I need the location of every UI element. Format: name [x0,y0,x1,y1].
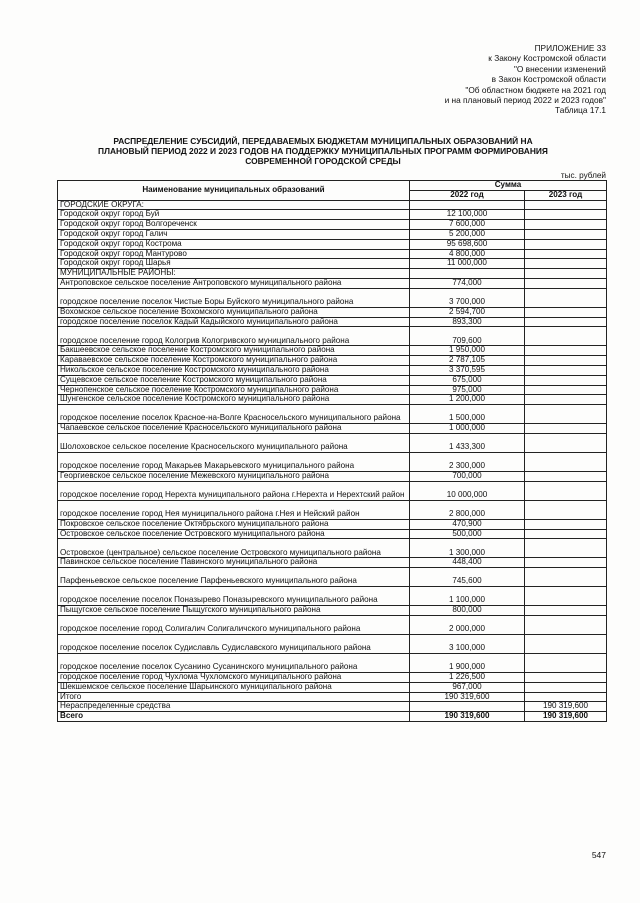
cell-2023 [525,278,607,288]
table-row [58,356,607,366]
table-row [58,519,607,529]
cell-name: Вохомское сельское поселение Вохомского муниципального района [58,307,410,317]
cell-2023 [525,365,607,375]
cell-2022: 709,600 [410,327,525,346]
cell-2023 [525,433,607,452]
table-row [58,269,607,279]
cell-2022: 1 300,000 [410,539,525,558]
table-row [58,278,607,288]
cell-name: ГОРОДСКИЕ ОКРУГА: [58,200,410,210]
table-row [58,634,607,653]
column-header-sum: Сумма [410,181,607,191]
table-row [58,568,607,587]
cell-2023 [525,558,607,568]
header-line: Таблица 17.1 [555,105,606,116]
header-line: "Об областном бюджете на 2021 год [465,84,606,95]
cell-name: МУНИЦИПАЛЬНЫЕ РАЙОНЫ: [58,269,410,279]
cell-name: городское поселение город Кологрив Кологривского муниципального района [58,327,410,346]
cell-2022: 745,600 [410,568,525,587]
table-row [58,529,607,539]
cell-2022: 3 370,595 [410,365,525,375]
cell-2022: 95 698,600 [410,239,525,249]
cell-name: городское поселение поселок Чистые Боры Буйского муниципального района [58,288,410,307]
cell-2023 [525,424,607,434]
table-row [58,405,607,424]
cell-2022: 190 319,600 [410,712,525,722]
table-row [58,424,607,434]
cell-2023 [525,307,607,317]
cell-2023 [525,346,607,356]
cell-name: Шунгенское сельское поселение Костромского муниципального района [58,395,410,405]
table-row [58,500,607,519]
cell-2022: 774,000 [410,278,525,288]
cell-name: Павинское сельское поселение Павинского муниципального района [58,558,410,568]
cell-2022: 1 900,000 [410,653,525,672]
column-header-name: Наименование муниципальных образований [58,181,410,201]
cell-2023 [525,529,607,539]
subsidy-table [57,180,607,722]
cell-name: Шекшемское сельское поселение Шарьинского муниципального района [58,682,410,692]
cell-2023 [525,210,607,220]
cell-name: Пыщугское сельское поселение Пыщугского муниципального района [58,606,410,616]
cell-2023 [525,375,607,385]
cell-2023 [525,249,607,259]
cell-2022: 4 800,000 [410,249,525,259]
appendix-header [445,43,606,116]
cell-name: Городской округ город Мантурово [58,249,410,259]
cell-name: городское поселение город Нерехта муниципального района г.Нерехта и Нерехтский район [58,481,410,500]
table-header-row [58,181,607,191]
units-label: тыс. рублей [560,171,606,180]
title-line: РАСПРЕДЕЛЕНИЕ СУБСИДИЙ, ПЕРЕДАВАЕМЫХ БЮДЖЕТАМ МУНИЦИПАЛЬНЫХ ОБРАЗОВАНИЙ НА [113,136,533,146]
table-row [58,712,607,722]
cell-2023 [525,481,607,500]
cell-2023 [525,229,607,239]
cell-2023: 190 319,600 [525,712,607,722]
cell-2022: 2 800,000 [410,500,525,519]
cell-name: Чернопенское сельское поселение Костромского муниципального района [58,385,410,395]
cell-name: Караваевское сельское поселение Костромского муниципального района [58,356,410,366]
table-row [58,702,607,712]
column-header-2022: 2022 год [410,190,525,200]
cell-2022: 470,900 [410,519,525,529]
cell-2022: 448,400 [410,558,525,568]
cell-2023 [525,471,607,481]
cell-2023 [525,672,607,682]
cell-2022: 893,300 [410,317,525,327]
cell-2023: 190 319,600 [525,702,607,712]
header-line: и на плановый период 2022 и 2023 годов" [444,95,606,106]
cell-2022: 700,000 [410,471,525,481]
cell-2022: 1 950,000 [410,346,525,356]
cell-name: Всего [58,712,410,722]
cell-2023 [525,239,607,249]
table-row [58,375,607,385]
table-row [58,317,607,327]
cell-2023 [525,653,607,672]
header-line: к Закону Костромской области [488,53,606,64]
table-row [58,229,607,239]
cell-2022: 1 100,000 [410,587,525,606]
cell-name: Городской округ город Волгореченск [58,220,410,230]
cell-2022: 7 600,000 [410,220,525,230]
header-line: ПРИЛОЖЕНИЕ 33 [534,43,606,53]
cell-2022: 3 100,000 [410,634,525,653]
cell-2023 [525,220,607,230]
cell-name: городское поселение поселок Поназырево Поназыревского муниципального района [58,587,410,606]
cell-name: Никольское сельское поселение Костромского муниципального района [58,365,410,375]
cell-2022: 10 000,000 [410,481,525,500]
cell-2022: 190 319,600 [410,692,525,702]
cell-2023 [525,385,607,395]
table-row [58,672,607,682]
table-row [58,307,607,317]
page-number: 547 [591,850,606,860]
table-row [58,365,607,375]
cell-2022: 2 787,105 [410,356,525,366]
cell-name: Бакшеевское сельское поселение Костромского муниципального района [58,346,410,356]
cell-2023 [525,606,607,616]
table-row [58,653,607,672]
cell-2022: 967,000 [410,682,525,692]
header-line: "О внесении изменений [513,63,606,74]
cell-2023 [525,327,607,346]
table-row [58,452,607,471]
column-header-2023: 2023 год [525,190,607,200]
cell-name: Городской округ город Буй [58,210,410,220]
cell-2022: 1 433,300 [410,433,525,452]
cell-name: городское поселение город Нея муниципального района г.Нея и Нейский район [58,500,410,519]
cell-name: Шолоховское сельское поселение Красносельского муниципального района [58,433,410,452]
cell-2022: 975,000 [410,385,525,395]
title-line: СОВРЕМЕННОЙ ГОРОДСКОЙ СРЕДЫ [245,156,401,167]
cell-2022: 1 000,000 [410,424,525,434]
cell-2022: 500,000 [410,529,525,539]
cell-2023 [525,682,607,692]
table-row [58,239,607,249]
cell-2023 [525,200,607,210]
cell-2023 [525,568,607,587]
table-row [58,682,607,692]
cell-2023 [525,405,607,424]
table-row [58,220,607,230]
title-line: ПЛАНОВЫЙ ПЕРИОД 2022 И 2023 ГОДОВ НА ПОДДЕРЖКУ МУНИЦИПАЛЬНЫХ ПРОГРАММ ФОРМИРОВАНИЯ [98,146,548,157]
cell-2022 [410,269,525,279]
cell-name: городское поселение город Чухлома Чухломского муниципального района [58,672,410,682]
cell-2022: 3 700,000 [410,288,525,307]
cell-2023 [525,288,607,307]
cell-2022: 1 226,500 [410,672,525,682]
cell-2022: 12 100,000 [410,210,525,220]
cell-name: городское поселение поселок Сусанино Сусанинского муниципального района [58,653,410,672]
cell-2023 [525,317,607,327]
cell-name: Городской округ город Кострома [58,239,410,249]
table-row [58,433,607,452]
cell-name: городское поселение город Макарьев Макарьевского муниципального района [58,452,410,471]
cell-2023 [525,539,607,558]
cell-2023 [525,519,607,529]
cell-name: Парфеньевское сельское поселение Парфеньевского муниципального района [58,568,410,587]
cell-2022: 800,000 [410,606,525,616]
cell-name: Городской округ город Галич [58,229,410,239]
table-row [58,288,607,307]
cell-name: Антроповское сельское поселение Антроповского муниципального района [58,278,410,288]
table-row [58,327,607,346]
cell-2022: 1 200,000 [410,395,525,405]
cell-2023 [525,259,607,269]
table-row [58,471,607,481]
cell-2022: 675,000 [410,375,525,385]
cell-name: Итого [58,692,410,702]
cell-2022: 2 594,700 [410,307,525,317]
cell-name: городское поселение город Солигалич Солигаличского муниципального района [58,615,410,634]
cell-2023 [525,452,607,471]
cell-2022: 5 200,000 [410,229,525,239]
table-body [58,200,607,721]
cell-name: городское поселение поселок Красное-на-Волге Красносельского муниципального района [58,405,410,424]
cell-2023 [525,615,607,634]
table-row [58,606,607,616]
cell-2022: 2 300,000 [410,452,525,471]
cell-name: Нераспределенные средства [58,702,410,712]
cell-2022: 2 000,000 [410,615,525,634]
cell-name: городское поселение поселок Судиславль Судиславского муниципального района [58,634,410,653]
table-row [58,615,607,634]
cell-name: Островское сельское поселение Островского муниципального района [58,529,410,539]
cell-2023 [525,269,607,279]
cell-2023 [525,395,607,405]
header-line: в Закон Костромской области [491,74,606,85]
cell-2023 [525,634,607,653]
cell-name: Островское (центральное) сельское поселение Островского муниципального района [58,539,410,558]
cell-2023 [525,587,607,606]
cell-2023 [525,500,607,519]
cell-name: городское поселение поселок Кадый Кадыйского муниципального района [58,317,410,327]
cell-name: Георгиевское сельское поселение Межевского муниципального района [58,471,410,481]
table-row [58,587,607,606]
cell-2023 [525,356,607,366]
cell-name: Чапаевское сельское поселение Красносельского муниципального района [58,424,410,434]
document-title [56,136,590,167]
cell-name: Городской округ город Шарья [58,259,410,269]
table-row [58,558,607,568]
cell-2022: 1 500,000 [410,405,525,424]
cell-name: Сущевское сельское поселение Костромского муниципального района [58,375,410,385]
cell-name: Покровское сельское поселение Октябрьского муниципального района [58,519,410,529]
table-row [58,481,607,500]
table-row [58,539,607,558]
table-row [58,395,607,405]
cell-2022: 11 000,000 [410,259,525,269]
